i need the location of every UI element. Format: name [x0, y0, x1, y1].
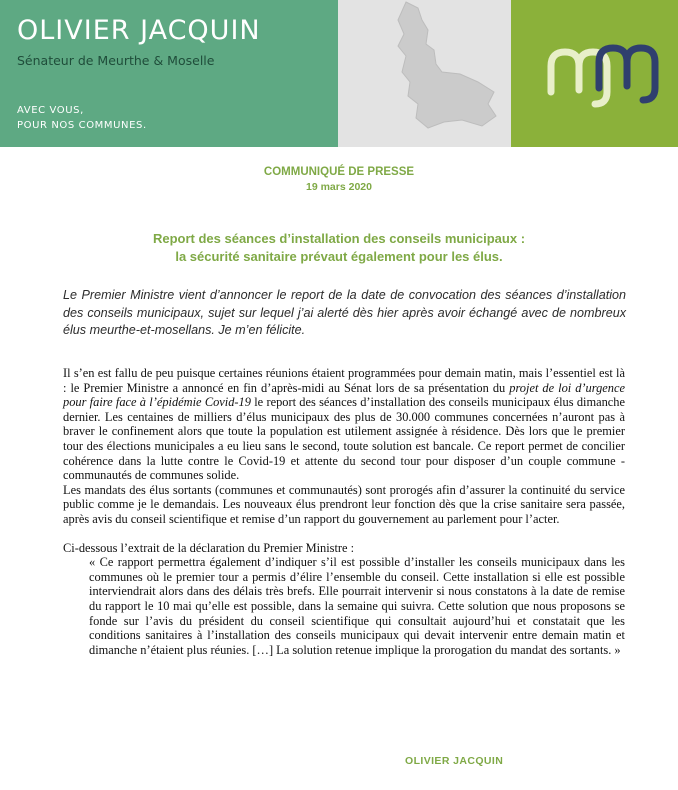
prime-minister-quote: « Ce rapport permettra également d’indiquer s’il est possible d’installer les conseils municipaux dans les communes où le premier tour a permis d’élire l’ensemble du conseil. Cette installation si elle est possible interviendrait alors dans des délais très brefs. Elle pourrait intervenir si nous constatons à la date de remise du rapport le 10 mai qu’elle est possible, dans la semaine qui suivra. Cette solution que nous proposons se fonde sur l’avis du président du conseil scientifique qui consultait aujourd’hui et constatait que les conditions sanitaires à l’installation des conseils municipaux qui devait intervenir entre demain matin et dimanche n’étaient plus réunies. […] La solution retenue implique la prorogation du mandat des sortants. » — [89, 555, 625, 657]
senator-name: OLIVIER JACQUIN — [17, 15, 261, 46]
tagline — [17, 103, 147, 133]
body-paragraph-2: Les mandats des élus sortants (communes et communautés) sont prorogés afin d’assurer la continuité du service public comme je le demandais. Les nouveaux élus prendront leur fonction dès que la crise sanitaire sera passée, après avis du conseil scientifique et remise d’un rapport du gouvernement au parlement pour l’acter. — [63, 482, 625, 526]
title-line-1: Report des séances d’installation des conseils municipaux : — [152, 231, 526, 246]
body-paragraph-1-end: le report des séances d’installation des conseils municipaux élus dimanche dernier. Les centaines de milliers d’élus municipaux des plus de 30.000 communes concernées n’auront pas à braver le confinement alors que toute la population est utilement assignée à résidence. Dès lors que le premier tour des élections municipales a eu lieu sans le second, toute solution est bancale. Ce report permet de concilier cohérence dans la lutte contre le Covid-19 et attente du second tour pour disposer d’un couple commune - communautés de communes solide. — [63, 395, 625, 483]
body-paragraph-3: Ci-dessous l’extrait de la déclaration du Premier Ministre : — [63, 540, 355, 555]
title-line-2: la sécurité sanitaire prévaut également pour les élus. — [175, 249, 503, 264]
department-map-panel — [338, 0, 511, 147]
article-body — [63, 366, 625, 657]
bill-title: projet de loi d’urgence pour faire face à l’épidémie Covid-19 — [63, 380, 625, 410]
header-banner — [0, 0, 678, 147]
intro-paragraph: Le Premier Ministre vient d’annoncer le report de la date de convocation des séances d’installation des conseils municipaux, sujet sur lequel j’ai alerté dès hier après avoir échangé avec de nombreux élus meurthe-et-mosellans. Je m’en félicite. — [63, 288, 626, 337]
meurthe-et-moselle-map-icon — [338, 0, 511, 147]
logo-panel — [511, 0, 678, 147]
body-paragraph-1 — [63, 366, 625, 483]
body-paragraph-1-start: Il s’en est fallu de peu puisque certaines réunions étaient programmées pour demain matin, mais l’essentiel est là : le Premier Ministre a annoncé en fin d’après-midi au Sénat lors de sa présentation du — [63, 366, 625, 395]
signature: OLIVIER JACQUIN — [405, 755, 504, 767]
press-release-label: COMMUNIQUÉ DE PRESSE — [263, 166, 415, 178]
tagline-line-2: POUR NOS COMMUNES. — [17, 120, 147, 131]
header-identity-panel — [0, 0, 338, 147]
press-release-title — [0, 230, 678, 266]
paragraph-spacer — [63, 527, 625, 541]
press-release-date: 19 mars 2020 — [306, 181, 372, 193]
tagline-line-1: AVEC VOUS, — [17, 105, 84, 116]
mm-monogram-logo — [511, 0, 678, 147]
senator-role: Sénateur de Meurthe & Moselle — [17, 53, 215, 68]
